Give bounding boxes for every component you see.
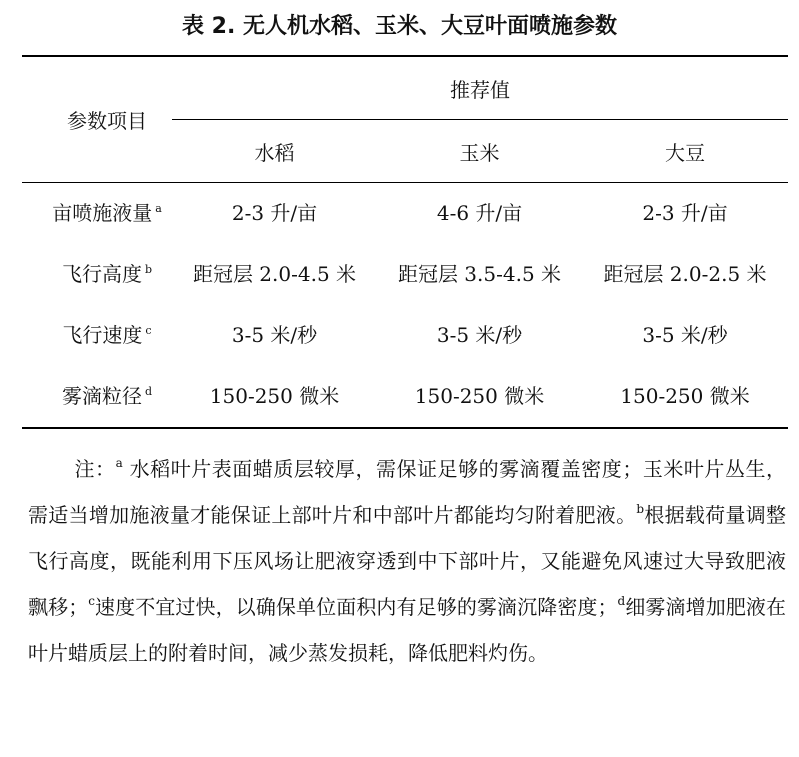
table-cell: 150-250 微米: [414, 384, 545, 408]
table-cell: 3-5 米/秒: [231, 323, 318, 347]
table-cell: 150-250 微米: [209, 384, 340, 408]
row-label: 雾滴粒径 $^d$: [61, 384, 153, 408]
recommended-header: 推荐值: [450, 78, 510, 102]
crop-header-corn: 玉米: [459, 141, 500, 165]
row-label: 飞行速度 $^c$: [62, 323, 152, 347]
top-rule: [22, 55, 788, 57]
table-title: 表 2. 无人机水稻、玉米、大豆叶面喷施参数: [182, 14, 617, 39]
crop-header-soybean: 大豆: [665, 141, 705, 165]
notes-prefix: 注：: [74, 457, 116, 481]
note-d: 细雾滴增加肥液在叶片蜡质层上的附着时间，减少蒸发损耗，降低肥料灼伤。: [28, 595, 787, 665]
table-cell: 4-6 升/亩: [436, 201, 523, 225]
table-cell: 距冠层 3.5-4.5 米: [397, 262, 562, 286]
table-cell: 3-5 米/秒: [436, 323, 523, 347]
table-cell: 距冠层 2.0-2.5 米: [603, 262, 767, 286]
note-c: 速度不宜过快，以确保单位面积内有足够的雾滴沉降密度；: [94, 595, 618, 619]
row-label: 亩喷施液量 $^a$: [52, 201, 162, 225]
bottom-rule: [22, 427, 788, 429]
table-notes: 注：$^a$ 水稻叶片表面蜡质层较厚，需保证足够的雾滴覆盖密度；玉米叶片丛生，需适当增加施液量才能保证上部叶片和中部叶片都能均匀附着肥液。$^b$根据载荷量调整飞行高度，既能利用下压风场让肥液穿透到中下部叶片，又能避免风速过大导致肥液飘移；$^c$速度不宜过快，以确保单位面积内有足够的雾滴沉降密度；$^d$细雾滴增加肥液在叶片蜡质层上的附着时间，减少蒸发损耗，降低肥料灼伤。: [28, 456, 787, 665]
row-label: 飞行高度 $^b$: [61, 262, 153, 286]
table-cell: 2-3 升/亩: [642, 201, 728, 225]
table-cell: 2-3 升/亩: [231, 201, 318, 225]
crop-header-rice: 水稻: [254, 141, 295, 165]
subheader-rule: [172, 119, 788, 120]
note-a: 水稻叶片表面蜡质层较厚，需保证足够的雾滴覆盖密度；玉米叶片丛生，需适当增加施液量才能保证上部叶片和中部叶片都能均匀附着肥液。: [28, 457, 787, 527]
note-b: 根据载荷量调整飞行高度，既能利用下压风场让肥液穿透到中下部叶片，又能避免风速过大导致肥液飘移；: [28, 503, 787, 619]
table-cell: 3-5 米/秒: [642, 323, 728, 347]
table-cell: 150-250 微米: [620, 384, 750, 408]
table-cell: 距冠层 2.0-4.5 米: [192, 262, 357, 286]
param-header: 参数项目: [67, 109, 147, 133]
header-rule: [22, 182, 788, 183]
